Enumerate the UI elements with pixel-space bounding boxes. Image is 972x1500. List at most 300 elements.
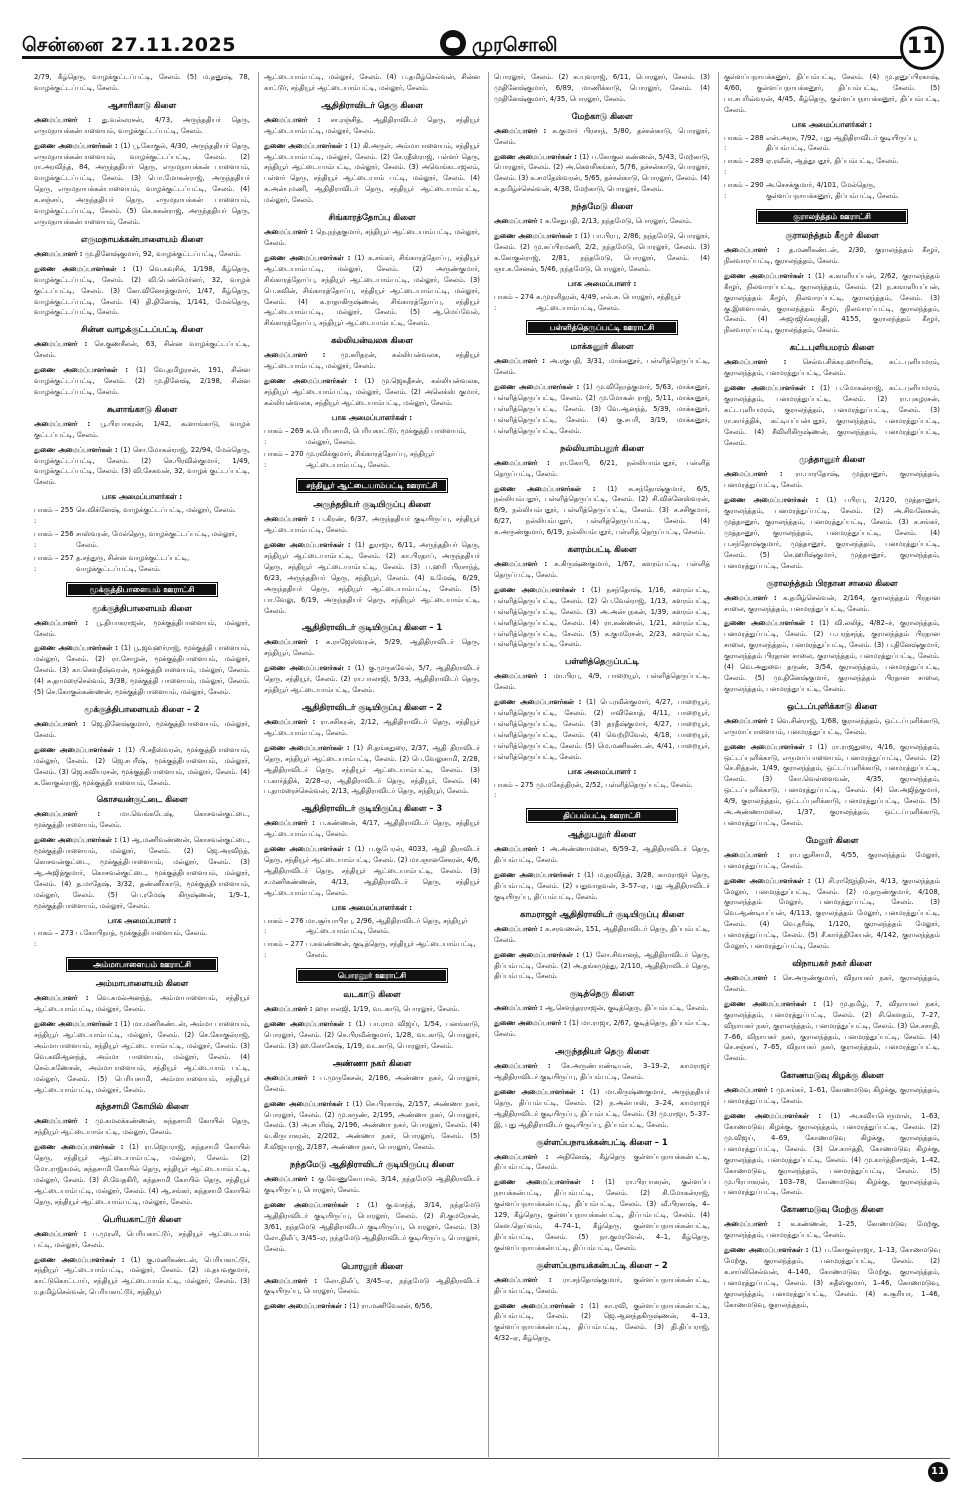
role-label: துணை அமைப்பாளர்கள் : [264, 1200, 368, 1209]
branch-heading: விநாயகர் நகர் கிளை [792, 958, 872, 968]
appointment-paragraph [724, 495, 940, 571]
role-label: அமைப்பாளர் : [34, 618, 97, 627]
appointment-text: மா.வெங்கடேஷ், கொசவன்குட்டை, மூக்குத்திபாளையம், சேலம். [34, 810, 250, 830]
appointment-text: (1) மா.கிருஷ்ணகுமார், அருந்ததியர் தெரு, திப்பம்பட்டி, சேலம். (2) ந.அன்பாஸ், 3–24, காமராஜர் ஆதிதிராவிடர் குடியிருப்பு, திப்பம்பட்டி, சேலம். (3) மு.ராஜா, 5–37–இ, புது ஆதிதிராவிடர் குடியிருப்பு, திப்பம்பட்டி, சேலம். [494, 1087, 710, 1129]
branch-heading: ஆதிதிராவிடர் தெரு கிளை [321, 99, 423, 110]
booth-entry [724, 156, 940, 178]
branch-heading: மூக்குத்திபாளையம் கிளை [92, 602, 192, 613]
branch-heading: பொரலூர் கிளை [341, 1260, 403, 1271]
role-label: அமைப்பாளர் : [34, 1117, 96, 1126]
appointment-text: (1) பா.ராம விஜய், 1/54, பனங்காடு, பொரலூர், சேலம். (2) செ.பிரவீன்குமார், 1/28, வடகாடு, பொரலூர், சேலம். (3) ஹ.லோகேஷ், 1/19, வடகாடு, பொரலூர், சேலம். [264, 1020, 480, 1050]
booth-entry [724, 180, 940, 202]
role-label: அமைப்பாளர் : [494, 357, 550, 366]
role-label: துணை அமைப்பாளர்கள் : [34, 1020, 121, 1029]
appointment-paragraph [724, 271, 940, 336]
appointment-paragraph [494, 559, 710, 581]
role-label: அமைப்பாளர் : [494, 217, 545, 226]
appointment-paragraph [34, 141, 250, 228]
branch-heading: ஆதிதிராவிடர் குடியிருப்பு கிளை – 2 [301, 701, 443, 712]
panchayat-banner: குராலந்த்தம் ஊராட்சி [756, 209, 908, 224]
role-label: அமைப்பாளர் : [724, 245, 790, 254]
booth-number: பாகம் – 275 : [494, 780, 534, 800]
appointment-paragraph [264, 141, 480, 206]
appointment-paragraph [724, 999, 940, 1064]
appointment-text: (1) பபிரபு, 2/120, முத்தானூர், குராலந்த்தம், பனமரத்துப்பட்டி, சேலம். (2) அ.சிவனேசன், முத்தானூர், குராலந்த்தம், பனமரத்துப்பட்டி, சேலம். (3) ச.சங்கர், முத்தானூர், குராலந்த்தம், பனமரத்துப்பட்டி, சேலம். (4) ப.சந்தோஷ்குமார், முத்தானூர், குராலந்த்தம், பனமரத்துப்பட்டி, சேலம். (5) செ.ஹரிஷ்குமார், முத்தானூர், குராலந்த்தம், பனமரத்துப்பட்டி, சேலம். [724, 496, 940, 570]
appointment-text: சு.சேதுபதி, 2/13, நந்தமேடு, பொரலூர், சேலம். [544, 217, 692, 226]
footer-rule [22, 1458, 950, 1459]
appointment-paragraph [264, 72, 480, 94]
branch-heading: கல்லியன்வலசு கிளை [331, 335, 413, 346]
appointment-paragraph [264, 227, 480, 249]
branch-heading: அருந்ததியர் குடியிருப்பு கிளை [313, 499, 431, 510]
appointment-text: (1) ம.தரவிந்த், 3/28, காமராஜர் தெரு, திப்பம்பட்டி, சேலம். (2) யதுவாதவன், 3–57–ஏ, புது ஆதிதிராவிடர் குடியிருப்பு, திப்பம்பட்டி, சேலம். [494, 871, 710, 901]
appointment-paragraph [34, 1255, 250, 1299]
booth-heading: பாக அமைப்பாளர் : [567, 278, 637, 288]
appointment-text: செல்வ.சிக்கர.ஹாரிஷ், கட்டபுளியமரம், குராலந்த்தம், பனமரத்துப்பட்டி, சேலம். [724, 358, 940, 378]
booth-organizer: ப.சுவண்ணன், குடித்தெரு, சந்தியூர் ஆட்டையாம்பட்டி, சேலம். [306, 940, 476, 960]
role-label: துணை அமைப்பாளர்கள் : [724, 271, 816, 280]
branch-heading: ஆதிதிராவிடர் குடியிருப்பு கிளை – 3 [301, 803, 443, 814]
booth-entry [264, 939, 480, 961]
role-label: அமைப்பாளர் : [34, 719, 92, 728]
role-label: துணை அமைப்பாளர்கள் : [264, 845, 355, 854]
role-label: அமைப்பாளர் : [724, 850, 790, 859]
appointment-text: வெ.சின்ராஜ், 1/68, குராலந்த்தம், ஒட்டப்புளிக்காடு, எருமாப்பாளையம், பனமரத்துப்பட்டி, சேலம். [724, 716, 940, 736]
role-label: துணை அமைப்பாளர்கள் : [724, 876, 815, 885]
appointment-text: (1) ரா.பிரபாகரன், குள்ளப்ப நாயக்கன்பட்டி, திப்பம்பட்டி, சேலம். (2) சி.மோகன்ராஜ், குள்ளப்பநாயக்கன்பட்டி, திப்பம்பட்டி, சேலம். (3) வீ.பிரகாஷ், 4–129, கீழ்தெரு, குள்ளப்பநாயக்கன்பட்டி, திப்பம்பட்டி, சேலம். (4) கௌ.தெய்வம், 4–74–1, கீழ்தெரு, குள்ளப்பநாயக்கன்பட்டி, திப்பம்பட்டி, சேலம். (5) நா.குமரவேல், 4–1, கீழ்தெரு, குள்ளப்பநாயக்கன்பட்டி, திப்பம்பட்டி, சேலம். [494, 1178, 710, 1252]
column-divider [258, 72, 259, 1457]
appointment-paragraph [724, 357, 940, 379]
appointment-text: (1) கி.அருள், அம்மாபாளையம், சந்தியூர் ஆட்டையாம்பட்டி, மல்லூர், சேலம். (2) சே.ரதீஸ்ராஜ், பள்ளர் தெரு, சந்தியூர் ஆட்டையாம்பட்டி, மல்லூர், சேலம். (3) அவெங்கடாஜலம், பள்ளர் தெரு, சந்தியூர் ஆட்டையாம் பட்டி, மல்லூர், சேலம். (4) சு.அன்புமணி, ஆதிதிராவிடர் தெரு, சந்தியூர் ஆட்டையாம்பட்டி, மல்லூர், சேலம். [264, 141, 480, 205]
branch-heading: மூக்குத்திபாளையம் கிளை – 2 [84, 703, 200, 714]
branch-heading: முத்தானூர் கிளை [799, 454, 865, 465]
appointment-paragraph [494, 1061, 710, 1083]
branch-heading: குராலந்த்தம் பிரதான சாலை கிளை [766, 577, 898, 588]
role-label: துணை அமைப்பாளர்கள் : [264, 1302, 350, 1311]
appointment-paragraph [264, 743, 480, 798]
appointment-text: ப.முருகேசன், 2/186, அண்ணா நகர், பொரலூர், சேலம். [264, 1073, 480, 1093]
appointment-paragraph [34, 835, 250, 911]
appointment-text: (1) ப.கோகுல்ராஜா, 1–13, கோணமடுவு மேற்கு, குராலந்த்தம், பனமரத்துப்பட்டி, சேலம். (2) க.சார்லிசெல்வன், 4–140, கோணமடுவு மேற்கு, குராலந்த்தம், பனமரத்துப்பட்டி, சேலம். (3) சுதீஸ்குமார், 1–46, கோணமடுவு, குராலந்த்தம், பனமரத்துப்பட்டி, சேலம். (4) க.சூரியா, 1–46, கோணமடுவு, குராலந்த்தம், [724, 1246, 940, 1309]
role-label: துணை அமைப்பாளர்கள் : [34, 836, 120, 845]
appointment-text: செ.குணசீலன், 63, சின்ன வாழக்குட்டப்பட்டி, சேலம். [34, 340, 250, 360]
booth-organizer: மு.ரவிக்குமார், சிங்காரத்தோப்பு, சந்தியூர் ஆட்டையாம்பட்டி, சேலம். [306, 450, 435, 470]
booth-entry [264, 426, 480, 448]
appointment-paragraph [264, 1301, 480, 1312]
appointment-paragraph [494, 1003, 710, 1014]
appointment-text: (1) லோ.சிவானந், ஆதிதிராவிடர் தெரு, திப்பம்பட்டி, சேலம். (2) அ.தங்கமுத்து, 2/110, ஆதிதிராவிடர் தெரு, திப்பம்பட்டி, சேலம். [494, 950, 710, 981]
role-label: அமைப்பாளர் : [34, 115, 102, 124]
appointment-text: (1) கு.வசந்த், 3/14, நந்தமேடு ஆதிதிராவிடர் குடியிருப்பு, பொரலூர், சேலம். (2) சி.குமரேசன், 3/61, நந்தமேடு ஆதிதிராவிடர் குடியிருப்பு, பொரலூர், சேலம். (3) லோ.திலீப், 3/45–ஏ, நந்தமேடு ஆதிதிராவிடர் குடியிருப்பு, பொரலூர், சேலம். [264, 1200, 480, 1253]
role-label: துணை அமைப்பாளர்கள் : [494, 1087, 590, 1096]
appointment-text: (1) ரா.மணிவேலன், 6/56, [349, 1302, 433, 1311]
appointment-text: பூ.தியாகராஜன், மூக்குத்திபாளையம், மல்லூர், சேலம். [34, 618, 250, 638]
appointment-paragraph [724, 1245, 940, 1310]
role-label: துணை அமைப்பாளர்கள் : [34, 141, 121, 150]
booth-heading: பாக அமைப்பாளர்கள் : [101, 492, 183, 502]
role-label: அமைப்பாளர் : [494, 126, 553, 135]
appointment-paragraph [494, 382, 710, 437]
appointment-text: சா.ரஞ்சித், ஆதிதிராவிடர் தெரு, சந்தியூர் ஆட்டையாம்பட்டி, மல்லூர், சேலம். [264, 115, 480, 135]
role-label: துணை அமைப்பாளர்கள் : [34, 1255, 131, 1264]
appointment-text: (1) க.சங்கர், சிங்காரத்தோப்பு, சந்தியூர் ஆட்டையாம்பட்டி, மல்லூர், சேலம். (2) அருண்குமார், சிங்காரத்தோப்பு, சந்தியூர் ஆட்டையாம்பட்டி, மல்லூர், சேலம். (3) பெ.கவின், சிங்காரத்தோப்பு, சந்தியூர் ஆட்டையாம்பட்டி, மல்லூர், சேலம். (4) க.ராதாகிருஷ்ணன், சிங்காரத்தோப்பு, சந்தியூர் ஆட்டையாம்பட்டி, மல்லூர், சேலம். (5) ஆ.மெய்வேல், சிங்காரத்தோப்பு, சந்தியூர் ஆட்டையாம்பட்டி, சேலம். [264, 253, 480, 328]
branch-heading: அருந்ததியர் தெரு கிளை [554, 1046, 650, 1057]
appointment-text: (1) ஆ.மணிவண்ணன், கொசவன்குட்டை, மூக்குத்திபாளையம், மல்லூர், சேலம். (2) ஜெ.அரவிந்த், கொசவன்குட்டை, மூக்குத்திபாளையம், மல்லூர், சேலம். (3) ஆ.அஜித்குமார், கொசவன்குட்டை, மூக்குத்திபாளையம், மல்லூர், சேலம். (4) த.மாதேஷ், 3/32, தண்ணீர்காடு, மூக்குத்திபாளையம், மல்லூர், சேலம். (5) பெ.ரமேஷ் கிருஷ்ணன், 1/9–1, மூக்குத்திபாளையம், மல்லூர், சேலம். [34, 836, 250, 910]
appointment-text: மு.சுரிதரன், கல்லியன்வலசு, சந்தியூர் ஆட்டையாம்பட்டி, மல்லூர், சேலம். [264, 351, 480, 371]
appointment-paragraph [494, 356, 710, 378]
panchayat-banner: பள்ளித்தெருப்பட்டி ஊராட்சி [526, 320, 678, 335]
appointment-paragraph [264, 514, 480, 536]
appointment-text: வெ.கமல்அனந்த், அம்மாபாளையம், சந்தியூர் ஆட்டையாம்பட்டி, மல்லூர், சேலம். [34, 994, 250, 1014]
appointment-text: (1) பூ.ஜவஹர்ராஜ், மூக்குத்தி பாளையம், மல்லூர், சேலம். (2) ரா.சோழன், மூக்குத்திபாளையம், மல்லூர், சேலம். (3) கா.கௌதீஷ்வரன், மூக்குத்திபாளையம், மல்லூர், சேலம். (4) சு.தாமரைசெல்வம், 3/38, மூக்குத்தி பாளையம், மல்லூர், சேலம். (5) செ.கோகுல்கண்ணன், மூக்குத்திபாளையம், மல்லூர், சேலம். [34, 644, 250, 697]
booth-organizer: ப.கோபிநாத், மூக்குத்திபாளையம், சேலம். [76, 929, 208, 938]
role-label: துணை அமைப்பாளர்கள் : [494, 698, 587, 707]
booth-organizer: மா.சூர்யாபிரபு, 2/96, ஆதிதிராவிடர் தெரு, சந்தியூர் ஆட்டையாம்பட்டி, சேலம். [306, 916, 468, 936]
appointment-paragraph [724, 469, 940, 491]
appointment-text: (1) பெ.ரவீன்குமார், 4/27, பாறையூர், பள்ளித்தெருப்பட்டி, சேலம். (2) ஈவினோத், 4/11, பாறையூர், பள்ளித்தெருப்பட்டி, சேலம். (3) தரதீஷ்குமார், 4/27, பாறையூர், பள்ளித்தெருப்பட்டி, சேலம். (4) வெற்றிவேல், 4/18, பாறையூர், பள்ளித்தெருப்பட்டி, சேலம். (5) மெ.மணிகண்டன், 4/41, பாறையூர், பள்ளித்தெருப்பட்டி, சேலம். [494, 698, 710, 761]
booth-number: பாகம் – 273 : [34, 929, 74, 949]
appointment-paragraph [494, 671, 710, 693]
branch-heading: ஆதிதிராவிடர் குடியிருப்பு கிளை – 1 [301, 622, 443, 633]
appointment-text: ப.முரளி, பெரியகாட்டூர், சந்தியூர் ஆட்டையாம் பட்டி, மல்லூர், சேலம். [34, 1229, 250, 1249]
branch-heading: கந்தசாமி கோயில் கிளை [95, 1101, 189, 1112]
role-label: அமைப்பாளர் : [34, 810, 121, 819]
branch-heading: மேற்காடு கிளை [571, 110, 633, 121]
appointment-paragraph [34, 365, 250, 398]
role-label: துணை அமைப்பாளர்கள் : [264, 377, 365, 386]
appointment-paragraph [494, 72, 710, 105]
booth-number: பாகம் – 276 : [264, 916, 304, 936]
appointment-paragraph [724, 593, 940, 615]
appointment-paragraph [494, 844, 710, 866]
role-label: அமைப்பாளர் : [724, 1086, 777, 1095]
appointment-text: சு.கிருஷ்ணகுமார், 1/67, களரம்பட்டி, பள்ளித் தெருப்பட்டி, சேலம். [494, 560, 710, 579]
booth-heading: பாக அமைப்பாளர் : [567, 766, 637, 776]
role-label: துணை அமைப்பாளர்கள் : [34, 644, 122, 653]
booth-number: பாகம் – 274 : [494, 292, 534, 312]
booth-organizer: அ.செசக்குமார், 4/101, மேல்தெரு, குள்ளப்பநாயக்கனூர், திப்பம்பட்டி, சேலம். [766, 181, 900, 201]
branch-heading: கட்டபுளியமரம் கிளை [789, 342, 875, 353]
appointment-paragraph [724, 245, 940, 267]
appointment-text: (1) கு.மணிகண்டன், பெரியகாட்டூர், சந்தியூர் ஆட்டையாம்பட்டி, மல்லூர், சேலம். (2) ம.தயவுகுமார், காட்டுகொட்டாய், சந்தியூர் ஆட்டையாம்பட்டி, மல்லூர், சேலம். (3) ர.தமிழ்செல்வன், பெரியகாட்டூர், சந்தியூர் [34, 1255, 250, 1297]
role-label: அமைப்பாளர் : [264, 351, 341, 360]
appointment-paragraph [264, 1174, 480, 1196]
appointment-text: (1) சி.ராஜேந்திரன், 4/13, குராலந்த்தம் மேலூர், பனமரத்துப்பட்டி, சேலம். (2) ம.தருண்குமார், 4/108, குராலந்த்தம் மேலூர், பனமரத்துப்பட்டி, சேலம். (3) வெ.ஆண்டியப்பன், 4/113, குராலந்த்தம் மேலூர், பனமரத்துப்பட்டி, சேலம். (4) வெ.தரீஷ், 1/120, குராலந்த்தம் மேலூர், பனமரத்துப்பட்டி, சேலம். (5) சீ.கார்த்திகேயன், 4/142, குராலந்த்தம் மேலூர், பனமரத்துப்பட்டி, சேலம். [724, 876, 940, 951]
role-label: துணை அமைப்பாளர்கள் : [724, 1246, 812, 1255]
booth-number: பாகம் – 269 : [264, 426, 304, 446]
role-label: அமைப்பாளர் : [494, 845, 550, 854]
role-label: துணை அமைப்பாளர்கள் : [494, 152, 580, 161]
appointment-paragraph [724, 72, 940, 116]
appointment-text: (1) சொ.மோகன்ராஜ், 22/94, மேல்தெரு, வாழக்குட்டப்பட்டி, சேலம். (2) செ.பிரவின்குமார், 1/49, வாழக்குட்டப்பட்டி, சேலம். (3) வி.சேகவன், 32, வாழக் குட்டப்பட்டி, சேலம். [34, 445, 250, 487]
branch-heading: ஆத்துபதூர் கிளை [567, 829, 636, 840]
appointment-paragraph [34, 643, 250, 698]
column-2 [264, 72, 480, 1457]
appointment-text: அ.ரகுபதி, 3/31, மாக்கனூர், பள்ளித்தெருப்பட்டி, சேலம். [494, 357, 710, 377]
appointment-text: (1) சு.சந்தோஷ்குமார், 6/5, நல்லியம்பதூர், பள்ளித்தெருப்பட்டி, சேலம். (2) சி.விக்னேஸ்வரன், 6/9, நல்லியம்பதூர், பள்ளித்தெருப்பட்டி, சேலம். (3) ச.சசிகுமார், 6/27, நல்லியம்பதூர், பள்ளித்தெருப்பட்டி, சேலம். (4) சு.அருண்குமார், 6/19, நல்லியம்பதூர், பள்ளித் தெருப்பட்டி, சேலம். [494, 484, 710, 537]
appointment-text: ப.கிரண், 6/37, அருந்ததியர் குடியிருப்பு, சந்தியூர் ஆட்டையாம்பட்டி, சேலம். [264, 515, 480, 535]
booth-organizer: செ.விக்னேஷ், வாழக்குட்டப்பட்டி, மல்லூர், சேலம். [76, 506, 236, 515]
branch-heading: சின்ன வாழக்குட்டப்பட்டி கிளை [81, 324, 203, 335]
appointment-text: (1) வே.தமிழரசன், 191, சின்ன வாழக்குட்டப்பட்டி, சேலம். (2) மு.தினேஷ், 2/198, சின்ன வாழக்குட்டப்பட்டி, சேலம். [34, 366, 250, 396]
booth-heading: பாக அமைப்பாளர்கள் : [331, 902, 413, 912]
role-label: துணை அமைப்பாளர்கள் : [724, 999, 824, 1008]
panchayat-banner: மூக்குத்திபாளையம் ஊராட்சி [66, 582, 218, 597]
appointment-text: ப.கண்ணன், 4/17, ஆதிதிராவிடர் தெரு, சந்தியூர் ஆட்டையாம்பட்டி, சேலம். [264, 819, 480, 839]
appointment-paragraph [494, 231, 710, 275]
branch-heading: நந்தமேடு ஆதிதிராவிடர் குடியிருப்பு கிளை [290, 1159, 454, 1170]
panchayat-banner: சந்தியூர் ஆட்டையாம்பட்டி ஊராட்சி [296, 478, 448, 493]
appointment-text: மா.பிரபு, 4/9, பாறையூர், பள்ளித்தெருப்பட்டி, சேலம். [494, 672, 710, 692]
appointment-text: (1) ப.கோகுல கண்ணன், 5/43, மேற்காடு, பொரலூர், சேலம். (2) அ.கௌசிகங்கர், 5/76, தச்சன்காடு, பொரலூர், சேலம். (3) க.சமதேஸ்வரன், 5/65, தச்சன்காடு, பொரலூர், சேலம். (4) க.தமிழ்ச்செல்வன், 4/38, மேற்காடு, பொரலூர், சேலம். [494, 152, 710, 194]
branch-heading: ஆசாரிகாடு கிளை [107, 99, 177, 110]
booth-organizer: சாஸ்வரன், மேல்தெரு, வாழக்குட்டப்பட்டி, மல்லூர், சேலம். [76, 530, 238, 549]
role-label: துணை அமைப்பாளர்கள் : [34, 264, 133, 273]
branch-heading: நல்லியாம்பதூர் கிளை [560, 442, 644, 453]
role-label: துணை அமைப்பாளர்கள் : [34, 1143, 130, 1152]
role-label: அமைப்பாளர் : [264, 1175, 319, 1184]
appointment-paragraph [264, 253, 480, 329]
branch-heading: வடகாடு கிளை [343, 989, 401, 1000]
branch-heading: கோணமடுவு மேற்கு கிளை [780, 1204, 884, 1215]
appointment-text: சு.குமார் பிரசாந், 5/80, தச்சன்காடு, பொரலூர், சேலம். [494, 126, 710, 146]
branch-heading: கோணமடுவு கிழக்கு கிளை [780, 1070, 884, 1081]
appointment-text: (1) மா.ராஜா, 2/67, குடித்தெரு, திப்பம்பட்டி, சேலம். [494, 1019, 710, 1039]
appointment-paragraph [34, 264, 250, 319]
appointment-paragraph [494, 484, 710, 539]
appointment-paragraph [34, 115, 250, 137]
role-label: துணை அமைப்பாளர்கள் : [724, 1112, 831, 1121]
role-label: துணை அமைப்பாளர்கள் : [494, 232, 581, 241]
appointment-paragraph [34, 993, 250, 1015]
role-label: அமைப்பாளர் : [264, 819, 320, 828]
appointment-text: (1) செ.பிரகாஷ், 2/157, அண்ணா நகர், பொரலூர், சேலம். (2) மு.கருண், 2/195, அண்ணா நகர், பொரலூர், சேலம். (3) அ.சபரிஷ், 2/196, அண்ணா நகர், பொரலூர், சேலம். (4) வ.கிருபாகரன், 2/202, அண்ணா நகர், பொரலூர், சேலம். (5) சீ.விஜயராஜ், 2/187, அண்ணா நகர், பொரலூர், சேலம். [264, 1099, 480, 1152]
role-label: அமைப்பாளர் : [264, 515, 319, 524]
appointment-paragraph [494, 1275, 710, 1297]
appointment-text: (1) வி.லலித், 4/82–ச், குராலந்த்தம், பனமரத்துப்பட்டி, சேலம். (2) ப.பரத்சந்த், குராலந்த்தம் பிரதான சாலை, குராலந்த்தம், பனமரத்துப்பட்டி, சேலம். (3) ப.தினேஷ்குமார், குராலந்த்தம் பிரதான சாலை, குராலந்த்தம், பனமரத்துப்பட்டி, சேலம். (4) வெ.அதுவை தருண், 3/54, குராலந்த்தம், பனமரத்துப்பட்டி, சேலம். (5) மு.தினேஷ்குமார், குராலந்த்தம் பிரதான சாலை, குராலந்த்தம், பனமரத்துப்பட்டி, சேலம். [724, 619, 940, 693]
booth-entry [34, 553, 250, 575]
appointment-text: (1) துராஜா, 6/11, அருந்ததியர் தெரு, சந்தியூர் ஆட்டையாம்பட்டி, சேலம். (2) கா.பிரதாப், அருந்ததியர் தெரு, சந்தியூர் ஆட்டையாம்பட்டி, சேலம். (3) ப.ஹரி பிரசாந்த், 6/23, அருந்ததியர் தெரு, சந்தியூர், சேலம். (4) உமேஷ், 6/29, அருந்ததியர் தெரு, சந்தியூர் ஆட்டையாம்பட்டி, சேலம். (5) பா.வேலு, 6/19, அருந்ததியர் தெரு, சந்தியூர் ஆட்டையாம்பட்டி, சேலம். [264, 541, 480, 615]
appointment-text: ஹரபாலஜி, 1/19, வடகாடு, பொரலூர், சேலம். [314, 1005, 460, 1014]
role-label: அமைப்பாளர் : [724, 974, 783, 982]
role-label: அமைப்பாளர் : [724, 470, 796, 479]
appointment-paragraph [724, 973, 940, 995]
appointment-text: நெ.நந்தகுமார், சந்தியூர் ஆட்டையாம்பட்டி, மல்லூர், சேலம். [264, 228, 480, 247]
booth-organizer: சு.முரளிதரன், 4/49, எல்.சு. பொரலூர், சந்தியூர் ஆட்டையாம்பட்டி, சேலம். [536, 292, 682, 312]
appointment-paragraph [494, 950, 710, 983]
role-label: அமைப்பாளர் : [34, 340, 95, 349]
role-label: அமைப்பாளர் : [34, 419, 101, 428]
appointment-paragraph [264, 1004, 480, 1015]
role-label: அமைப்பாளர் : [494, 1062, 562, 1071]
appointment-paragraph [494, 870, 710, 903]
role-label: துணை அமைப்பாளர்கள் : [724, 619, 820, 628]
appointment-paragraph [494, 1087, 710, 1131]
booth-number: பாகம் – 277 : [264, 940, 304, 960]
appointment-text: சே.அருண்பாண்டியன், 3–19–2, காமராஜர் ஆதிதிராவிடர் குடியிருப்பு, திப்பம்பட்டி, சேலம். [494, 1062, 710, 1081]
role-label: துணை அமைப்பாளர்கள் : [724, 742, 818, 751]
role-label: அமைப்பாளர் : [34, 1229, 93, 1238]
booth-number: பாகம் – 270 : [264, 450, 304, 470]
appointment-paragraph [264, 376, 480, 409]
branch-heading: குராலந்த்தம் கீழூர் கிளை [785, 229, 879, 240]
appointment-paragraph [34, 72, 250, 94]
booth-organizer: என்.அரசு, 7/92, புது ஆதிதிராவிடர் குடியிருப்பு, திப்பம்பட்டி, சேலம். [766, 133, 918, 153]
appointment-paragraph [724, 618, 940, 694]
panchayat-banner: திப்பம்பட்டி ஊராட்சி [526, 808, 678, 823]
branch-heading: குள்ளப்பநாயக்கன்பட்டி கிளை – 2 [536, 1259, 668, 1270]
appointment-text: (1) அ.சுவியபெருமாள், 1–63, கோணமடுவு கிழக்கு, குராலந்த்தம், பனமரத்துப்பட்டி, சேலம். (2) மு.விஜய், 4–69, கோணமடுவு கிழக்கு, குராலந்த்தம், பனமரத்துப்பட்டி, சேலம். (3) செ.கார்த்தி, கோணமடுவு கிழக்கு, குராலந்த்தம், பனமரத்துப்பட்டி, சேலம். (4) மு.கார்த்திசாஜன், 1–42, கோணமடுவு, குராலந்த்தம், பனமரத்துப்பட்டி, சேலம். (5) மு.பிரபாகரன், 103–78, கோணமடுவு கிழக்கு, குராலந்த்தம், பனமரத்துப்பட்டி, சேலம். [724, 1112, 940, 1197]
appointment-text: (1) மு.தமிழ், 7, விநாயகர் நகர், குராலந்த்தம், பனமரத்துப்பட்டி, சேலம். (2) சி.கெளதம், 7–27, விநாயகர் நகர், குராலந்த்தம், பனமரத்துப்பட்டி, சேலம். (3) செ.சசாதி, 7–66, விநாயகர் நகர், குராலந்த்தம், பனமரத்துப்பட்டி, சேலம். (4) செ.சஞ்சய், 7–65, விநாயகர் நகர், குராலந்த்தம், பனமரத்துப்பட்டி, சேலம். [724, 999, 940, 1063]
column-divider [718, 72, 719, 1457]
appointment-text: (1) க.காளியப்பன், 2/62, குராலந்த்தம் கீழூர், நிலவாரப்பட்டி, குராலந்த்தம், சேலம். (2) ந.கஙாளியப்பன், குராலந்த்தம் கீழூர், நிலவாரப்பட்டி, குராலந்த்தம், சேலம். (3) கு.இளையான், குராலந்த்தம் கீழூர், நிலவாரப்பட்டி, குராலந்த்தம், சேலம். (4) அஜாஜிங்கரந்தி, 4155, குராலந்த்தம் கீழூர், நிலவாரப்பட்டி, குராலந்த்தம், சேலம். [724, 271, 940, 335]
appointment-paragraph [34, 1142, 250, 1207]
booth-number: பாகம் – 256 : [34, 530, 74, 549]
appointment-paragraph [264, 1099, 480, 1154]
role-label: துணை அமைப்பாளர்கள் : [494, 950, 583, 959]
appointment-paragraph [724, 876, 940, 952]
booth-organizer: மு.மகேந்திரன், 2/52, பள்ளித்தெருப்பட்டி, சேலம். [536, 780, 693, 789]
appointment-text: த.மணிகண்டன், 2/30, குராலந்த்தம் கீழூர், நிலவாரப்பட்டி, குராலந்த்தம், சேலம். [724, 245, 940, 265]
appointment-paragraph [264, 1200, 480, 1255]
role-label: துணை அமைப்பாளர்கள் : [264, 1020, 356, 1029]
role-label: அமைப்பாளர் : [494, 1275, 563, 1284]
appointment-paragraph [34, 445, 250, 489]
appointment-paragraph [494, 458, 710, 480]
appointment-text: (1) வெ.கவுசிக், 1/198, கீழ்தெரு, வாழக்குட்டப்பட்டி, சேலம். (2) வி.பெண்மெர்னர், 32, வாழக் குட்டப்பட்டி, சேலம். (3) கோ.வினோத்குமார், 1/47, கீழ்தெரு, வாழக்குட்டப்பட்டி, சேலம். (4) தி.தினேஷ், 1/141, மேல்தெரு, வாழக்குட்டப்பட்டி, சேலம். [34, 264, 250, 317]
appointment-text: குள்ளப்பநாயக்கனூர், திப்பம்பட்டி, சேலம். (4) மு.தனுப்பிரகாஷ், 4/60, குள்ளப்பநாயக்கனூர், திப்பம்பட்டி, சேலம். (5) பா.சபரிவ்வரன், 4/45, கீழ்தெரு, குள்ளப்பநாயக்கனூர், திப்பம்பட்டி, சேலம். [724, 73, 940, 114]
appointment-paragraph [264, 1073, 480, 1095]
appointment-text: (1) ப.குபேரன், 4033, ஆதி திராவிடர் தெரு, சந்தியூர் ஆட்டையாம்பட்டி, சேலம். (2) மா.ஞானசேகரன், 4/6, ஆதிதிராவிடர் தெரு, சந்தியூர் ஆட்டையாம்பட்டி, சேலம். (3) ச.மணிகண்ணன், 4/13, ஆதிதிராவிடர் தெரு, சந்தியூர் ஆட்டையாம்பட்டி, சேலம். [264, 845, 480, 897]
appointment-text: (1) ப.மோகன்ராஜ், கட்டபுளியமரம், குராலந்த்தம், பனமரத்துப்பட்டி, சேலம். (2) ரா.புகழரசன், கட்டபுளியமரம், குராலந்த்தம், பனமரத்துப்பட்டி, சேலம். (3) ரா.கார்த்திக், கட்டியப்பன்புதூர், குராலந்த்தம், பனமரத்துப்பட்டி, சேலம். (4) சீவிளிகிருஷ்ணன், குராலந்த்தம், பனமரத்துப்பட்டி, சேலம். [724, 384, 940, 447]
panchayat-banner: பொரலூர் ஊராட்சி [296, 968, 448, 983]
branch-heading: பள்ளித்தெருப்பட்டி [564, 656, 640, 667]
appointment-text: ஆட்டையாம்பட்டி, மல்லூர், சேலம். (4) ப.தமிழ்செல்வன், சின்ன காட்டூர், சந்தியூர் ஆட்டையாம்பட்டி, மல்லூர், சேலம். [264, 73, 480, 92]
appointment-text: மு.கமலக்கண்ணன், கந்தசாமி கோயில் தெரு, சந்தியூர் ஆட்டையாம்பட்டி, மல்லூர், சேலம். [34, 1117, 250, 1137]
branch-heading: குடித்தெரு கிளை [569, 988, 635, 999]
branch-heading: அம்மாபாளையம் கிளை [95, 978, 189, 989]
appointment-text: க.கண்ணன், 1–25, கோணமடுவு மேற்கு, குராலந்த்தம், பனமரத்துப்பட்டி, சேலம். [724, 1220, 940, 1240]
appointment-text: (1) சி.தங்கதுரை, 2/37, ஆதி திராவிடர் தெரு, சந்தியூர் ஆட்டையாம்பட்டி, சேலம். (2) பெ.வேலுசாமி, 2/28, ஆதிதிராவிடர் தெரு, சந்தியூர் ஆட்டையாம்பட்டி, சேலம். (3) ப.கார்த்திக், 2/28–ஏ, ஆதிதிராவிடர் தெரு, சந்தியூர், சேலம். (4) ப.தாமரைச்செல்வன், 2/13, ஆதிதிராவிடர் தெரு, சந்தியூர், சேலம். [264, 743, 480, 796]
role-label: துணை அமைப்பாளர்கள் : [264, 141, 351, 150]
footer-page-number: 11 [928, 1462, 948, 1482]
appointment-paragraph [264, 1276, 480, 1298]
appointment-text: (1) ரா.ராஜதுரை, 4/16, குராலந்த்தம், ஒட்டப்புளிக்காடு, எருமாப்பாளையம், பனமரத்துப்பட்டி, சேலம். (2) செ.சித்தன், 1/49, குராலந்த்தம், ஒட்டப்புளிக்காடு, பனமரத்துப்பட்டி, சேலம். (3) கோ.வெள்ளைவன், 4/35, குராலந்த்தம், ஒட்டப்புளிக்காடு, பனமரத்துப்பட்டி, சேலம். (4) செ.அஜித்குமார், 4/9, குராலந்த்தம், ஒட்டப்புளிக்காடு, பனமரத்துப்பட்டி, சேலம். (5) அ.அண்ணாமலை, 1/37, குராலந்த்தம், ஒட்டப்புளிக்காடு, பனமரத்துப்பட்டி, சேலம். [724, 742, 940, 827]
appointment-text: மு.சங்கர், 1–61, கோணமடுவு கிழக்கு, குராலந்த்தம், பனமரத்துப்பட்டி, சேலம். [724, 1086, 940, 1106]
branch-heading: பெரியகாட்டூர் கிளை [102, 1213, 182, 1224]
role-label: துணை அமைப்பாளர்கள் : [34, 366, 137, 375]
appointment-text: அ.அண்ணாமலை, 6/59–2, ஆதிதிராவிடர் தெரு, திப்பம்பட்டி, சேலம். [494, 845, 710, 865]
appointment-text: (1) ரா.ஜெயராஜ், கந்தசாமி கோயில் தெரு, சந்தியூர் ஆட்டையாம்பட்டி, மல்லூர், சேலம். (2) மோ.ராஜ்கமல், கந்தசாமி கோயில் தெரு, சந்தியூர் ஆட்டையாம்பட்டி, மல்லூர், சேலம். (3) சி.வேதகிரி, கந்தசாமி கோயில் தெரு, சந்தியூர் ஆட்டையாம்பட்டி, மல்லூர், சேலம். (4) ஆ.சங்கர், கந்தசாமி கோயில் தெரு, சந்தியூர் ஆட்டையாம்பட்டி, மல்லூர், சேலம். [34, 1143, 250, 1206]
appointment-text: பொரலூர், சேலம். (2) சு.யுவராஜ், 6/11, பொரலூர், சேலம். (3) முதினேஷ்குமார், 6/89, மாணிக்காடு, பொரலூர், சேலம். (4) முதினேஷ்குமார், 4/35, பொரலூர், சேலம். [494, 73, 710, 103]
role-label: அமைப்பாளர் : [494, 560, 555, 569]
branch-heading: கூளாங்காடு கிளை [106, 403, 178, 414]
booth-number: பாகம் – 289 : [724, 157, 764, 177]
header-rule [22, 56, 902, 59]
role-label: அமைப்பாளர் : [494, 672, 554, 681]
role-label: துணை அமைப்பாளர்கள் : [494, 383, 583, 392]
appointment-text: பூ.பிரபாகரன், 1/42, கூளாங்காடு, வாழக் குட்டப்பட்டி, சேலம். [34, 419, 250, 439]
appointment-paragraph [34, 339, 250, 361]
booth-number: பாகம் – 288 : [724, 133, 764, 153]
booth-number: பாகம் – 290 : [724, 181, 764, 201]
role-label: அமைப்பாளர் : [264, 717, 321, 726]
booth-entry [34, 529, 250, 551]
appointment-paragraph [264, 1019, 480, 1052]
booth-number: பாகம் – 255 : [34, 506, 74, 526]
appointment-paragraph [264, 717, 480, 739]
appointment-paragraph [494, 924, 710, 946]
appointment-paragraph [34, 249, 250, 260]
branch-heading: காமராஜர் ஆதிதிராவிடர் குடியிருப்பு கிளை [519, 908, 685, 919]
column-1 [34, 72, 250, 1457]
role-label: துணை அமைப்பாளர் : [494, 1019, 570, 1028]
booth-number: பாகம் – 257 : [34, 553, 74, 573]
role-label: துணை அமைப்பாளர்கள் : [724, 384, 821, 393]
panchayat-banner: அம்மாபாளையம் ஊராட்சி [66, 957, 218, 972]
branch-heading: ஒட்டப்புளிக்காடு கிளை [787, 700, 877, 711]
appointment-paragraph [34, 745, 250, 789]
appointment-paragraph [264, 844, 480, 899]
appointment-text: லோ.திலீப், 3/45–ஏ, நந்தமேடு ஆதிதிராவிடர் குடியிருப்பு, பொரலூர், சேலம். [264, 1276, 480, 1296]
page-header [0, 0, 972, 70]
appointment-text: செ.அருண்குமார், விநாயகர் நகர், குராலந்த்தம், சேலம். [724, 974, 940, 993]
appointment-text: (1) மா.மணிகண்டன், அம்மா பாளையம், சந்தியூர் ஆட்டையாம்பட்டி, மல்லூர், சேலம். (2) செ.கோகுல்ராஜ், அம்மாபாளையம், சந்தியூர் ஆட்டை யாம்பட்டி, மல்லூர், சேலம். (3) வெ.கவிஆனந்த், அம்மா பாளையம், மல்லூர், சேலம். (4) செல்.கணேசன், அம்மாபாளையம், சந்தியூர் ஆட்டையாம் பட்டி, மல்லூர், சேலம். (5) பெரியசாமி, அம்மாபாளையம், சந்தியூர் ஆட்டையாம்பட்டி, மல்லூர், சேலம். [34, 1020, 250, 1094]
role-label: அமைப்பாளர் : [494, 458, 560, 467]
appointment-paragraph [34, 419, 250, 441]
appointment-paragraph [264, 350, 480, 372]
role-label: துணை அமைப்பாளர்கள் : [494, 484, 608, 493]
role-label: அமைப்பாளர் : [264, 1073, 321, 1082]
role-label: துணை அமைப்பாளர்கள் : [494, 871, 585, 880]
booth-entry [264, 449, 480, 471]
appointment-text: மு.தினேஷ்குமார், 92, வாழக்குட்டப்பட்டி, சேலம். [84, 249, 242, 258]
appointment-text: ரா.சந்தோஷ்குமார், குள்ளப்பநாயக்கன்பட்டி, திப்பம்பட்டி, சேலம். [494, 1275, 710, 1295]
branch-heading: களரம்பட்டி கிளை [567, 544, 637, 555]
appointment-text: ரா.கோபி, 6/21, நல்லியாம்பதூர், பள்ளித் தெருப்பட்டி, சேலம். [494, 458, 710, 478]
appointment-paragraph [724, 1085, 940, 1107]
appointment-paragraph [724, 383, 940, 448]
booth-organizer: ஏ.ரவீன், ஆத்துபதூர், திப்பம்பட்டி, சேலம். [766, 157, 899, 166]
role-label: அமைப்பாளர் : [34, 249, 85, 258]
appointment-text: ரா.சசிகரன், 2/12, ஆதிதிராவிடர் தெரு, சந்தியூர் ஆட்டையாம்பட்டி, சேலம். [264, 717, 480, 737]
branch-heading: கொசவன்குட்டை கிளை [96, 794, 188, 805]
booth-entry [34, 505, 250, 527]
booth-entry [494, 292, 710, 314]
paper-name: முரசொலி [472, 34, 558, 56]
booth-entry [264, 916, 480, 938]
booth-organizer: சு.பெரியசாமி, பெரியகாட்டூர், மூக்குத்தி பாளையம், மல்லூர், சேலம். [306, 426, 467, 446]
branch-heading: மேலூர் கிளை [805, 834, 859, 845]
role-label: அமைப்பாளர் : [264, 1276, 325, 1285]
role-label: துணை அமைப்பாளர்கள் : [264, 541, 355, 550]
booth-entry [724, 133, 940, 155]
appointment-text: சு.சரவணன், 151, ஆதிதிராவிடர் தெரு, திப்பம்பட்டி, சேலம். [494, 924, 710, 944]
appointment-text: அதினேஷ், கீழ்தெரு குள்ளப்பநாயக்கன்பட்டி, திப்பம்பட்டி, சேலம். [494, 1152, 710, 1172]
role-label: அமைப்பாளர் : [264, 115, 331, 124]
appointment-text: (1) மு.ஜெகதீசன், கல்லியன்வலசு, சந்தியூர் ஆட்டையாம்பட்டி, மல்லூர், சேலம். (2) அலெக்ஸ் குமார், கல்லியன்வலசு, சந்தியூர் ஆட்டையாம்பட்டி, மல்லூர், சேலம். [264, 377, 480, 407]
appointment-text: (1) பா.பிரபு, 2/86, நந்தமேடு, பொரலூர், சேலம். (2) மு.சுப்பிரமணி, 2/2, நந்தமேடு, பொரலூர், சேலம். (3) க.கோகுல்ராஜ், 2/81, நந்தமேடு, பொரலூர், சேலம். (4) ஞா.சு.சேனன், 5/46, நந்தமேடு, பொரலூர், சேலம். [494, 232, 710, 273]
role-label: அமைப்பாளர் : [494, 1152, 557, 1161]
role-label: துணை அமைப்பாளர்கள் : [494, 1178, 606, 1187]
appointment-text: 2/79, கீழ்தெரு, வாழக்குட்டப்பட்டி, சேலம். (5) ம.தனுஷ், 78, வாழக்குட்டப்பட்டி, சேலம். [34, 73, 250, 92]
role-label: துணை அமைப்பாளர்கள் : [494, 1301, 590, 1310]
role-label: அமைப்பாளர் : [494, 924, 546, 933]
role-label: அமைப்பாளர் : [264, 1005, 315, 1014]
appointment-text: (1) நசந்தோஷ், 1/16, களரம்பட்டி, பள்ளித்தெருப்பட்டி, சேலம். (2) பெ.வேல்ராஜ், 1/13, களரம்பட்டி, பள்ளித்தெருப்பட்டி, சேலம். (3) அ.அன்புநகன், 1/39, களரம்பட்டி, பள்ளித்தெருப்பட்டி, சேலம். (4) ரா.கண்ணன், 1/21, களரம்பட்டி, பள்ளித்தெருப்பட்டி, சேலம். (5) க.குமரேசன், 2/23, களரம்பட்டி, பள்ளித்தெருப்பட்டி, சேலம். [494, 585, 710, 649]
role-label: அமைப்பாளர் : [264, 638, 326, 647]
appointment-paragraph [494, 1018, 710, 1040]
